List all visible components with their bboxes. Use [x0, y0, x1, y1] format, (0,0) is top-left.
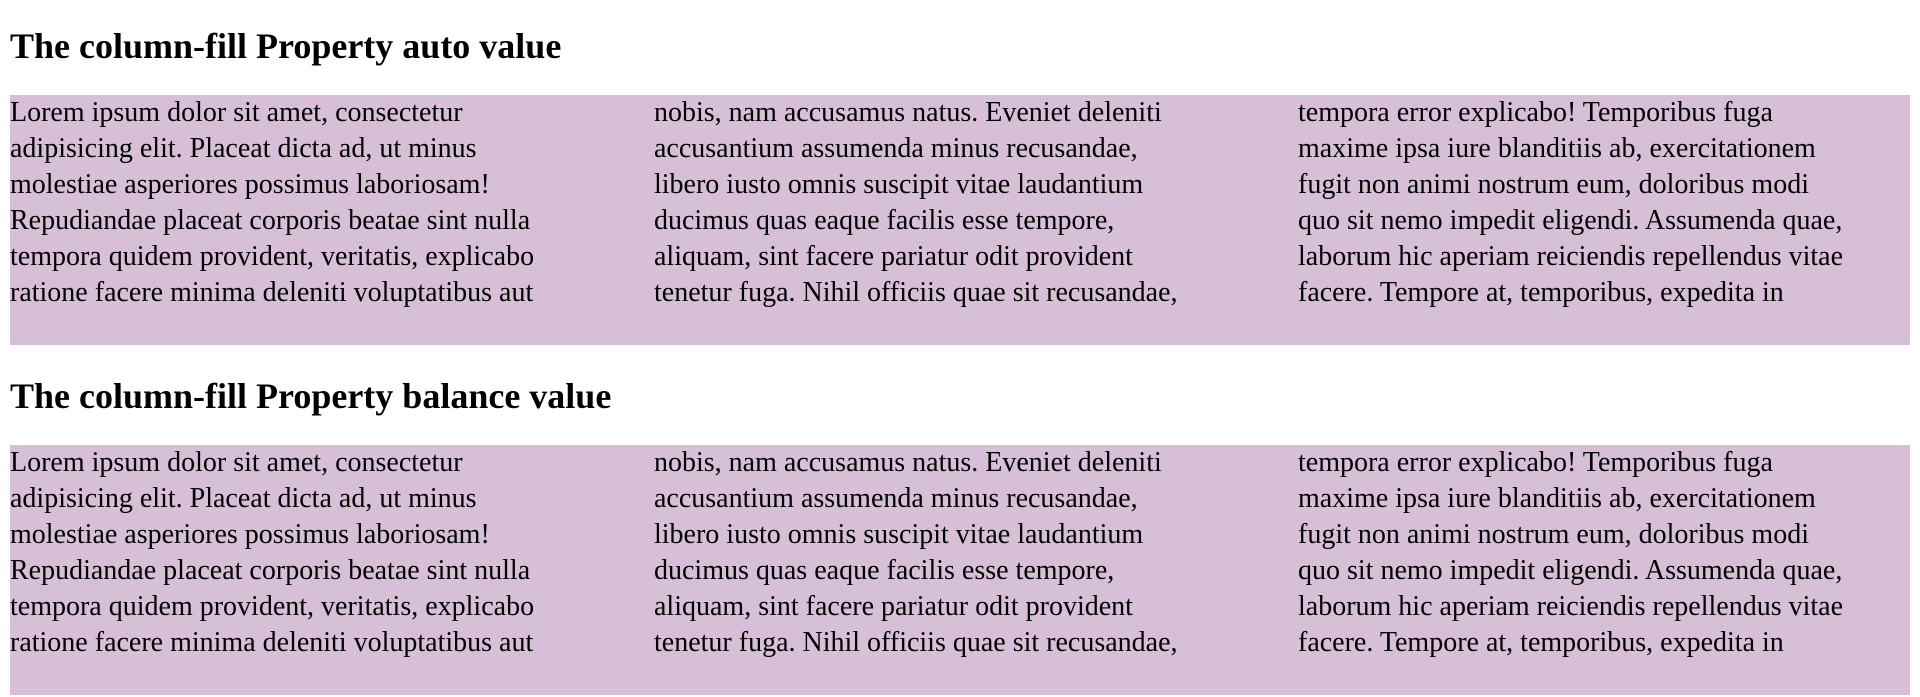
text-line: accusantium assumenda minus recusandae, [654, 483, 1138, 514]
text-line: Repudiandae placeat corporis beatae sint nulla [10, 555, 531, 586]
text-line: fugit non animi nostrum eum, doloribus modi [1298, 519, 1809, 550]
text-line: molestiae asperiores possimus laboriosam! [10, 519, 490, 550]
text-line: tempora quidem provident, veritatis, explicabo [10, 241, 535, 272]
text-line: nobis, nam accusamus natus. Eveniet deleniti [654, 97, 1162, 128]
text-line: tenetur fuga. Nihil officiis quae sit recusandae, [654, 277, 1178, 308]
text-line: Lorem ipsum dolor sit amet, consectetur [10, 97, 463, 128]
text-line: adipisicing elit. Placeat dicta ad, ut minus [10, 133, 477, 164]
text-line: tempora error explicabo! Temporibus fuga [1298, 447, 1773, 478]
text-line: ducimus quas eaque facilis esse tempore, [654, 555, 1115, 586]
text-line: fugit non animi nostrum eum, doloribus modi [1298, 169, 1809, 200]
text-line: tenetur fuga. Nihil officiis quae sit recusandae, [654, 627, 1178, 658]
text-column [654, 445, 1214, 695]
text-line: maxime ipsa iure blanditiis ab, exercitationem [1298, 133, 1816, 164]
section-heading: The column-fill Property auto value [10, 26, 562, 66]
text-line: accusantium assumenda minus recusandae, [654, 133, 1138, 164]
text-line: nobis, nam accusamus natus. Eveniet deleniti [654, 447, 1162, 478]
text-column [654, 95, 1214, 345]
multicolumn-box [10, 445, 1910, 695]
text-line: maxime ipsa iure blanditiis ab, exercitationem [1298, 483, 1816, 514]
text-line: aliquam, sint facere pariatur odit provident [654, 591, 1133, 622]
multicolumn-box [10, 95, 1910, 345]
text-line: Repudiandae placeat corporis beatae sint nulla [10, 205, 531, 236]
text-column [10, 95, 570, 345]
text-line: quo sit nemo impedit eligendi. Assumenda quae, [1298, 205, 1843, 236]
text-line: laborum hic aperiam reiciendis repellendus vitae [1298, 591, 1844, 622]
text-line: molestiae asperiores possimus laboriosam! [10, 169, 490, 200]
text-line: ducimus quas eaque facilis esse tempore, [654, 205, 1115, 236]
text-line: libero iusto omnis suscipit vitae laudantium [654, 169, 1144, 200]
text-line: facere. Tempore at, temporibus, expedita in [1298, 627, 1784, 658]
text-line: libero iusto omnis suscipit vitae laudantium [654, 519, 1144, 550]
text-line: adipisicing elit. Placeat dicta ad, ut minus [10, 483, 477, 514]
text-line: Lorem ipsum dolor sit amet, consectetur [10, 447, 463, 478]
text-line: tempora error explicabo! Temporibus fuga [1298, 97, 1773, 128]
text-line: ratione facere minima deleniti voluptatibus aut [10, 627, 534, 658]
text-column [1298, 95, 1918, 345]
text-line: ratione facere minima deleniti voluptatibus aut [10, 277, 534, 308]
text-line: quo sit nemo impedit eligendi. Assumenda quae, [1298, 555, 1843, 586]
section-heading: The column-fill Property balance value [10, 376, 612, 416]
text-line: tempora quidem provident, veritatis, explicabo [10, 591, 535, 622]
text-line: facere. Tempore at, temporibus, expedita in [1298, 277, 1784, 308]
text-column [1298, 445, 1918, 695]
text-column [10, 445, 570, 695]
text-line: aliquam, sint facere pariatur odit provident [654, 241, 1133, 272]
text-line: laborum hic aperiam reiciendis repellendus vitae [1298, 241, 1844, 272]
